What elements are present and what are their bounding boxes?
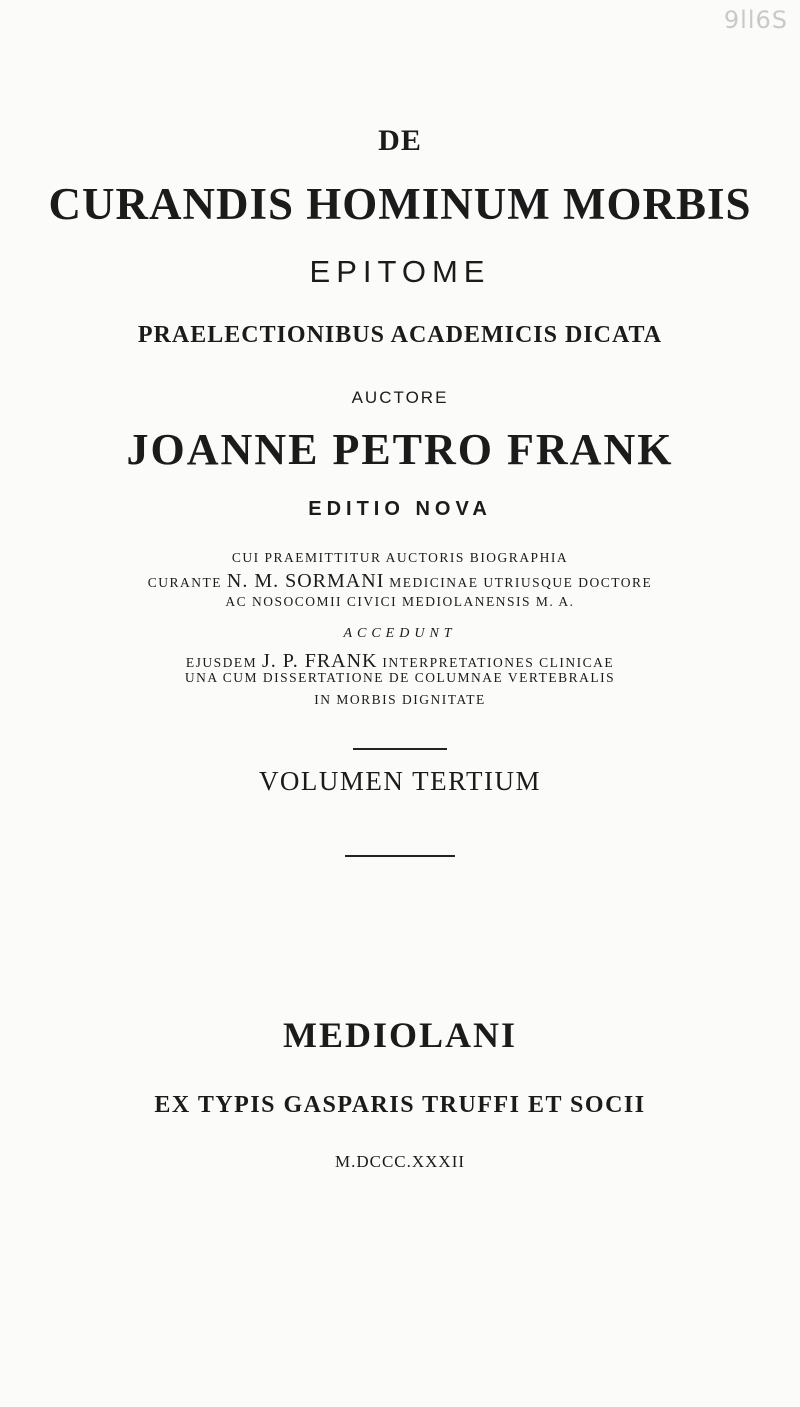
imprint-place: MEDIOLANI bbox=[282, 1015, 518, 1055]
biography-line-3: AC NOSOCOMII CIVICI MEDIOLANENSIS M. A. bbox=[225, 594, 575, 609]
auctore-label: AUCTORE bbox=[351, 388, 449, 407]
accedunt-line-3: IN MORBIS DIGNITATE bbox=[314, 692, 486, 707]
rule-above-volume bbox=[353, 748, 447, 750]
imprint-year: M.DCCC.XXXII bbox=[334, 1152, 466, 1171]
imprint-printer: EX TYPIS GASPARIS TRUFFI ET SOCII bbox=[154, 1092, 646, 1118]
frank-name: J. P. FRANK bbox=[262, 650, 378, 672]
author-name: JOANNE PETRO FRANK bbox=[126, 425, 674, 474]
subtitle-epitome: EPITOME bbox=[309, 254, 491, 289]
accedunt-line-2: UNA CUM DISSERTATIONE DE COLUMNAE VERTEBRALIS bbox=[184, 670, 616, 685]
biography-line-1: CUI PRAEMITTITUR AUCTORIS BIOGRAPHIA bbox=[231, 550, 569, 565]
editor-title: MEDICINAE UTRIUSQUE DOCTORE bbox=[389, 575, 653, 590]
accedunt-label: ACCEDUNT bbox=[343, 626, 457, 641]
rule-below-volume bbox=[345, 855, 455, 857]
curante-label: CURANTE bbox=[147, 575, 223, 590]
volume-label: VOLUMEN TERTIUM bbox=[258, 766, 542, 796]
interpretationes-text: INTERPRETATIONES CLINICAE bbox=[382, 655, 615, 670]
edition-statement: EDITIO NOVA bbox=[308, 498, 492, 520]
dedication-line: PRAELECTIONIBUS ACADEMICIS DICATA bbox=[137, 322, 663, 348]
library-shelf-mark: 9ll6S bbox=[723, 6, 788, 34]
editor-name: N. M. SORMANI bbox=[226, 570, 385, 592]
title-preposition: DE bbox=[378, 124, 422, 157]
main-title: CURANDIS HOMINUM MORBIS bbox=[48, 179, 752, 229]
ejusdem-label: EJUSDEM bbox=[185, 655, 258, 670]
biography-line-2 bbox=[0, 570, 800, 593]
